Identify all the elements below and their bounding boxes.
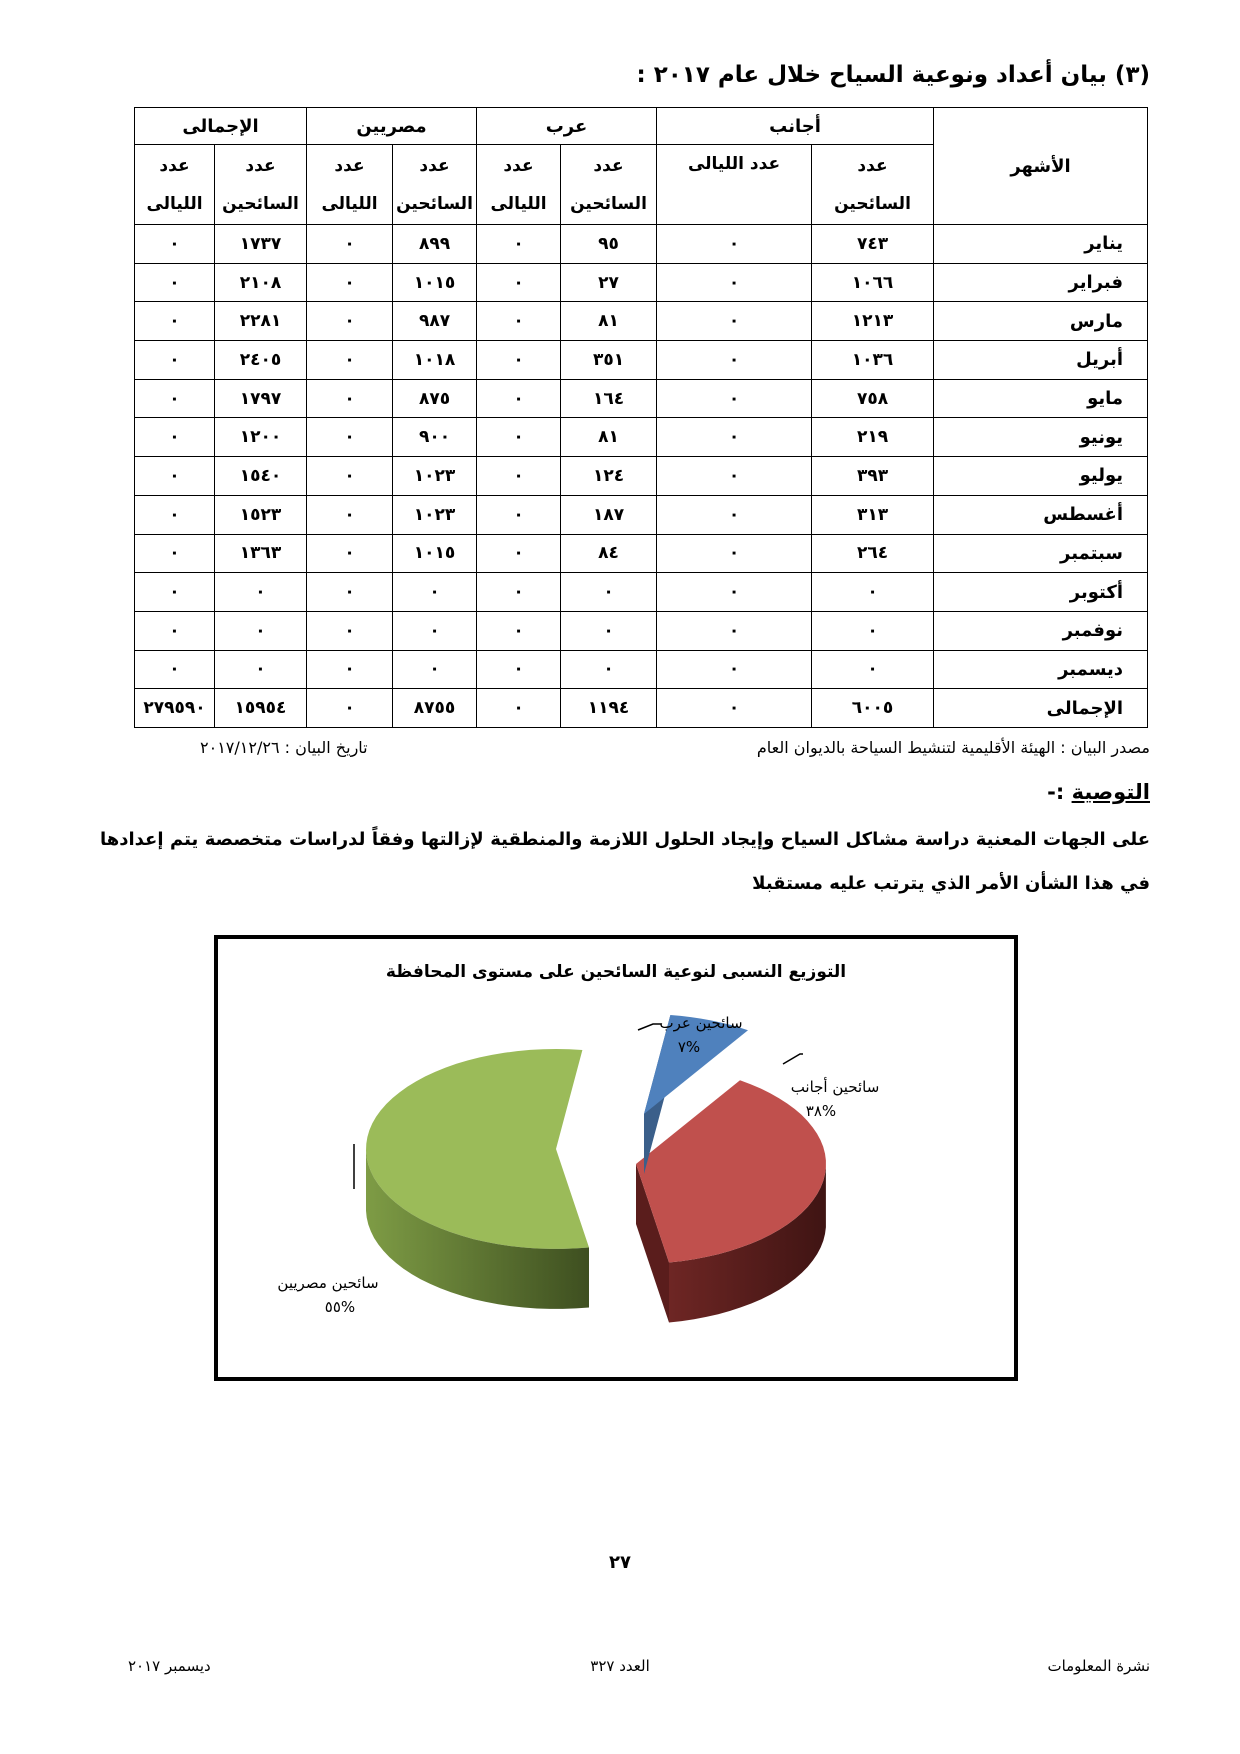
value-cell: ٧٤٣ (812, 225, 934, 264)
value-cell: ٠ (812, 611, 934, 650)
month-cell: ديسمبر (934, 650, 1148, 689)
value-cell: ٠ (657, 650, 812, 689)
value-cell: ٨١ (561, 418, 657, 457)
value-cell: ٢٢٨١ (215, 302, 307, 341)
pie-slice-egyptians (366, 1049, 589, 1309)
slice-value-egyptians: %٥٥ (324, 1298, 356, 1316)
value-cell: ٠ (307, 379, 393, 418)
value-cell: ٠ (307, 341, 393, 380)
pie-slice-foreigners (636, 1080, 826, 1322)
value-cell: ٠ (812, 573, 934, 612)
value-cell: ٣١٣ (812, 495, 934, 534)
slice-label-arabs: سائحين عرب (659, 1014, 743, 1032)
slice-label-foreigners: سائحين أجانب (790, 1078, 880, 1096)
table-row (135, 689, 1148, 728)
table-row (135, 341, 1148, 380)
value-cell: ٠ (477, 534, 561, 573)
value-cell: ١٥٤٠ (215, 457, 307, 496)
value-cell: ٠ (477, 379, 561, 418)
table-body (135, 225, 1148, 728)
recommendation-text: على الجهات المعنية دراسة مشاكل السياح وإيجاد الحلول اللازمة والمنطقية لإزالتها وفقاً لدراسات متخصصة يتم إعدادها في هذا الشأن الأمر الذي يترتب عليه مستقبلا (100, 829, 1150, 894)
data-date: تاريخ البيان : ٢٠١٧/١٢/٢٦ (200, 738, 368, 757)
leader-line-foreigners (783, 1054, 803, 1064)
group-header-total: الإجمالى (135, 108, 307, 145)
value-cell: ٠ (135, 225, 215, 264)
value-cell: ٠ (561, 611, 657, 650)
slice-label-egyptians: سائحين مصريين (277, 1274, 379, 1292)
value-cell: ٣٥١ (561, 341, 657, 380)
value-cell: ٠ (657, 573, 812, 612)
value-cell: ٠ (215, 573, 307, 612)
pie-chart (214, 935, 1018, 1381)
value-cell: ٠ (135, 495, 215, 534)
value-cell: ٠ (657, 263, 812, 302)
col-header-tourists: عدد السائحين (561, 145, 657, 225)
value-cell: ١٠٢٣ (393, 495, 477, 534)
leader-line-arabs (638, 1024, 661, 1030)
value-cell: ٠ (393, 573, 477, 612)
col-header-nights: عدد الليالى (307, 145, 393, 225)
slice-value-arabs: %٧ (677, 1038, 701, 1056)
value-cell: ٠ (477, 341, 561, 380)
recommendation-heading: التوصية :- (1047, 780, 1150, 804)
table-row (135, 457, 1148, 496)
month-cell: مارس (934, 302, 1148, 341)
value-cell: ٨٤ (561, 534, 657, 573)
value-cell: ٩٠٠ (393, 418, 477, 457)
month-cell: أبريل (934, 341, 1148, 380)
value-cell: ١٣٦٣ (215, 534, 307, 573)
page-number: ٢٧ (609, 1552, 631, 1573)
group-header-egyptians: مصريين (307, 108, 477, 145)
value-cell: ١١٩٤ (561, 689, 657, 728)
value-cell: ٠ (135, 611, 215, 650)
value-cell: ٠ (135, 534, 215, 573)
value-cell: ٠ (477, 689, 561, 728)
pie-chart-canvas (218, 939, 1014, 1377)
value-cell: ٠ (307, 263, 393, 302)
value-cell: ٠ (135, 341, 215, 380)
value-cell: ٠ (215, 650, 307, 689)
value-cell: ٠ (135, 573, 215, 612)
value-cell: ١٢١٣ (812, 302, 934, 341)
table-row (135, 534, 1148, 573)
value-cell: ٠ (477, 611, 561, 650)
value-cell: ٠ (561, 573, 657, 612)
col-header-nights: عدد الليالى (477, 145, 561, 225)
value-cell: ٠ (307, 225, 393, 264)
table-row (135, 418, 1148, 457)
table-row (135, 650, 1148, 689)
value-cell: ٠ (477, 418, 561, 457)
value-cell: ٠ (393, 650, 477, 689)
value-cell: ٠ (307, 573, 393, 612)
value-cell: ١٢٠٠ (215, 418, 307, 457)
value-cell: ٨٧٥٥ (393, 689, 477, 728)
table-row (135, 263, 1148, 302)
value-cell: ١٧٩٧ (215, 379, 307, 418)
chart-title: التوزيع النسبى لنوعية السائحين على مستوى المحافظة (385, 962, 847, 982)
value-cell: ٠ (477, 495, 561, 534)
value-cell: ٩٨٧ (393, 302, 477, 341)
month-cell: سبتمبر (934, 534, 1148, 573)
value-cell: ٢١٠٨ (215, 263, 307, 302)
value-cell: ٠ (477, 263, 561, 302)
value-cell: ٠ (477, 457, 561, 496)
value-cell: ١٥٢٣ (215, 495, 307, 534)
value-cell: ٠ (135, 650, 215, 689)
table-row (135, 611, 1148, 650)
value-cell: ٠ (477, 302, 561, 341)
value-cell: ٠ (477, 225, 561, 264)
footer-publication: نشرة المعلومات (1047, 1657, 1150, 1675)
value-cell: ٠ (657, 225, 812, 264)
value-cell: ٠ (657, 534, 812, 573)
value-cell: ٠ (307, 611, 393, 650)
value-cell: ٠ (135, 379, 215, 418)
value-cell: ٠ (393, 611, 477, 650)
table-row (135, 573, 1148, 612)
table-row (135, 302, 1148, 341)
value-cell: ٠ (307, 495, 393, 534)
group-header-arabs: عرب (477, 108, 657, 145)
month-cell: يونيو (934, 418, 1148, 457)
value-cell: ٠ (307, 689, 393, 728)
month-cell: فبراير (934, 263, 1148, 302)
value-cell: ٠ (812, 650, 934, 689)
value-cell: ٠ (657, 689, 812, 728)
value-cell: ١٧٣٧ (215, 225, 307, 264)
col-header-tourists: عدد السائحين (215, 145, 307, 225)
value-cell: ٨١ (561, 302, 657, 341)
value-cell: ٢٧ (561, 263, 657, 302)
value-cell: ٠ (135, 302, 215, 341)
value-cell: ٠ (307, 418, 393, 457)
value-cell: ٠ (477, 573, 561, 612)
value-cell: ٨٩٩ (393, 225, 477, 264)
table-row (135, 225, 1148, 264)
data-source: مصدر البيان : الهيئة الأقليمية لتنشيط السياحة بالديوان العام (756, 738, 1150, 757)
tourists-table (134, 107, 1148, 728)
month-cell: الإجمالى (934, 689, 1148, 728)
value-cell: ٦٠٠٥ (812, 689, 934, 728)
value-cell: ١٠٦٦ (812, 263, 934, 302)
slice-value-foreigners: %٣٨ (805, 1102, 837, 1120)
value-cell: ٣٩٣ (812, 457, 934, 496)
section-title: (٣) بيان أعداد ونوعية السياح خلال عام ٢٠١٧ : (636, 62, 1150, 88)
col-header-tourists: عدد السائحين (393, 145, 477, 225)
value-cell: ٠ (657, 495, 812, 534)
value-cell: ٢٧٩٥٩٠ (135, 689, 215, 728)
value-cell: ٠ (657, 611, 812, 650)
value-cell: ٠ (561, 650, 657, 689)
value-cell: ٨٧٥ (393, 379, 477, 418)
value-cell: ٠ (477, 650, 561, 689)
value-cell: ٧٥٨ (812, 379, 934, 418)
value-cell: ٠ (135, 457, 215, 496)
footer-date: ديسمبر ٢٠١٧ (128, 1657, 211, 1675)
value-cell: ٠ (307, 650, 393, 689)
value-cell: ٩٥ (561, 225, 657, 264)
months-header: الأشهر (934, 108, 1148, 225)
value-cell: ٢٦٤ (812, 534, 934, 573)
month-cell: أكتوبر (934, 573, 1148, 612)
value-cell: ٠ (307, 302, 393, 341)
value-cell: ٠ (657, 457, 812, 496)
value-cell: ٠ (135, 263, 215, 302)
value-cell: ١٠٣٦ (812, 341, 934, 380)
month-cell: نوفمبر (934, 611, 1148, 650)
month-cell: مايو (934, 379, 1148, 418)
value-cell: ١٠١٥ (393, 534, 477, 573)
value-cell: ٠ (215, 611, 307, 650)
month-cell: يوليو (934, 457, 1148, 496)
value-cell: ١٠١٥ (393, 263, 477, 302)
value-cell: ٢١٩ (812, 418, 934, 457)
footer-issue: العدد ٣٢٧ (590, 1657, 650, 1675)
value-cell: ٠ (657, 302, 812, 341)
month-cell: أغسطس (934, 495, 1148, 534)
table-row (135, 379, 1148, 418)
value-cell: ١٨٧ (561, 495, 657, 534)
col-header-tourists: عدد السائحين (812, 145, 934, 225)
value-cell: ٠ (135, 418, 215, 457)
value-cell: ٠ (307, 534, 393, 573)
value-cell: ١٠٢٣ (393, 457, 477, 496)
value-cell: ١٠١٨ (393, 341, 477, 380)
value-cell: ١٦٤ (561, 379, 657, 418)
value-cell: ١٥٩٥٤ (215, 689, 307, 728)
col-header-nights: عدد الليالى (657, 145, 812, 225)
value-cell: ٢٤٠٥ (215, 341, 307, 380)
value-cell: ٠ (657, 379, 812, 418)
month-cell: يناير (934, 225, 1148, 264)
table-row (135, 495, 1148, 534)
col-header-nights: عدد الليالى (135, 145, 215, 225)
value-cell: ٠ (657, 418, 812, 457)
value-cell: ٠ (307, 457, 393, 496)
group-header-foreigners: أجانب (657, 108, 934, 145)
value-cell: ٠ (657, 341, 812, 380)
value-cell: ١٢٤ (561, 457, 657, 496)
